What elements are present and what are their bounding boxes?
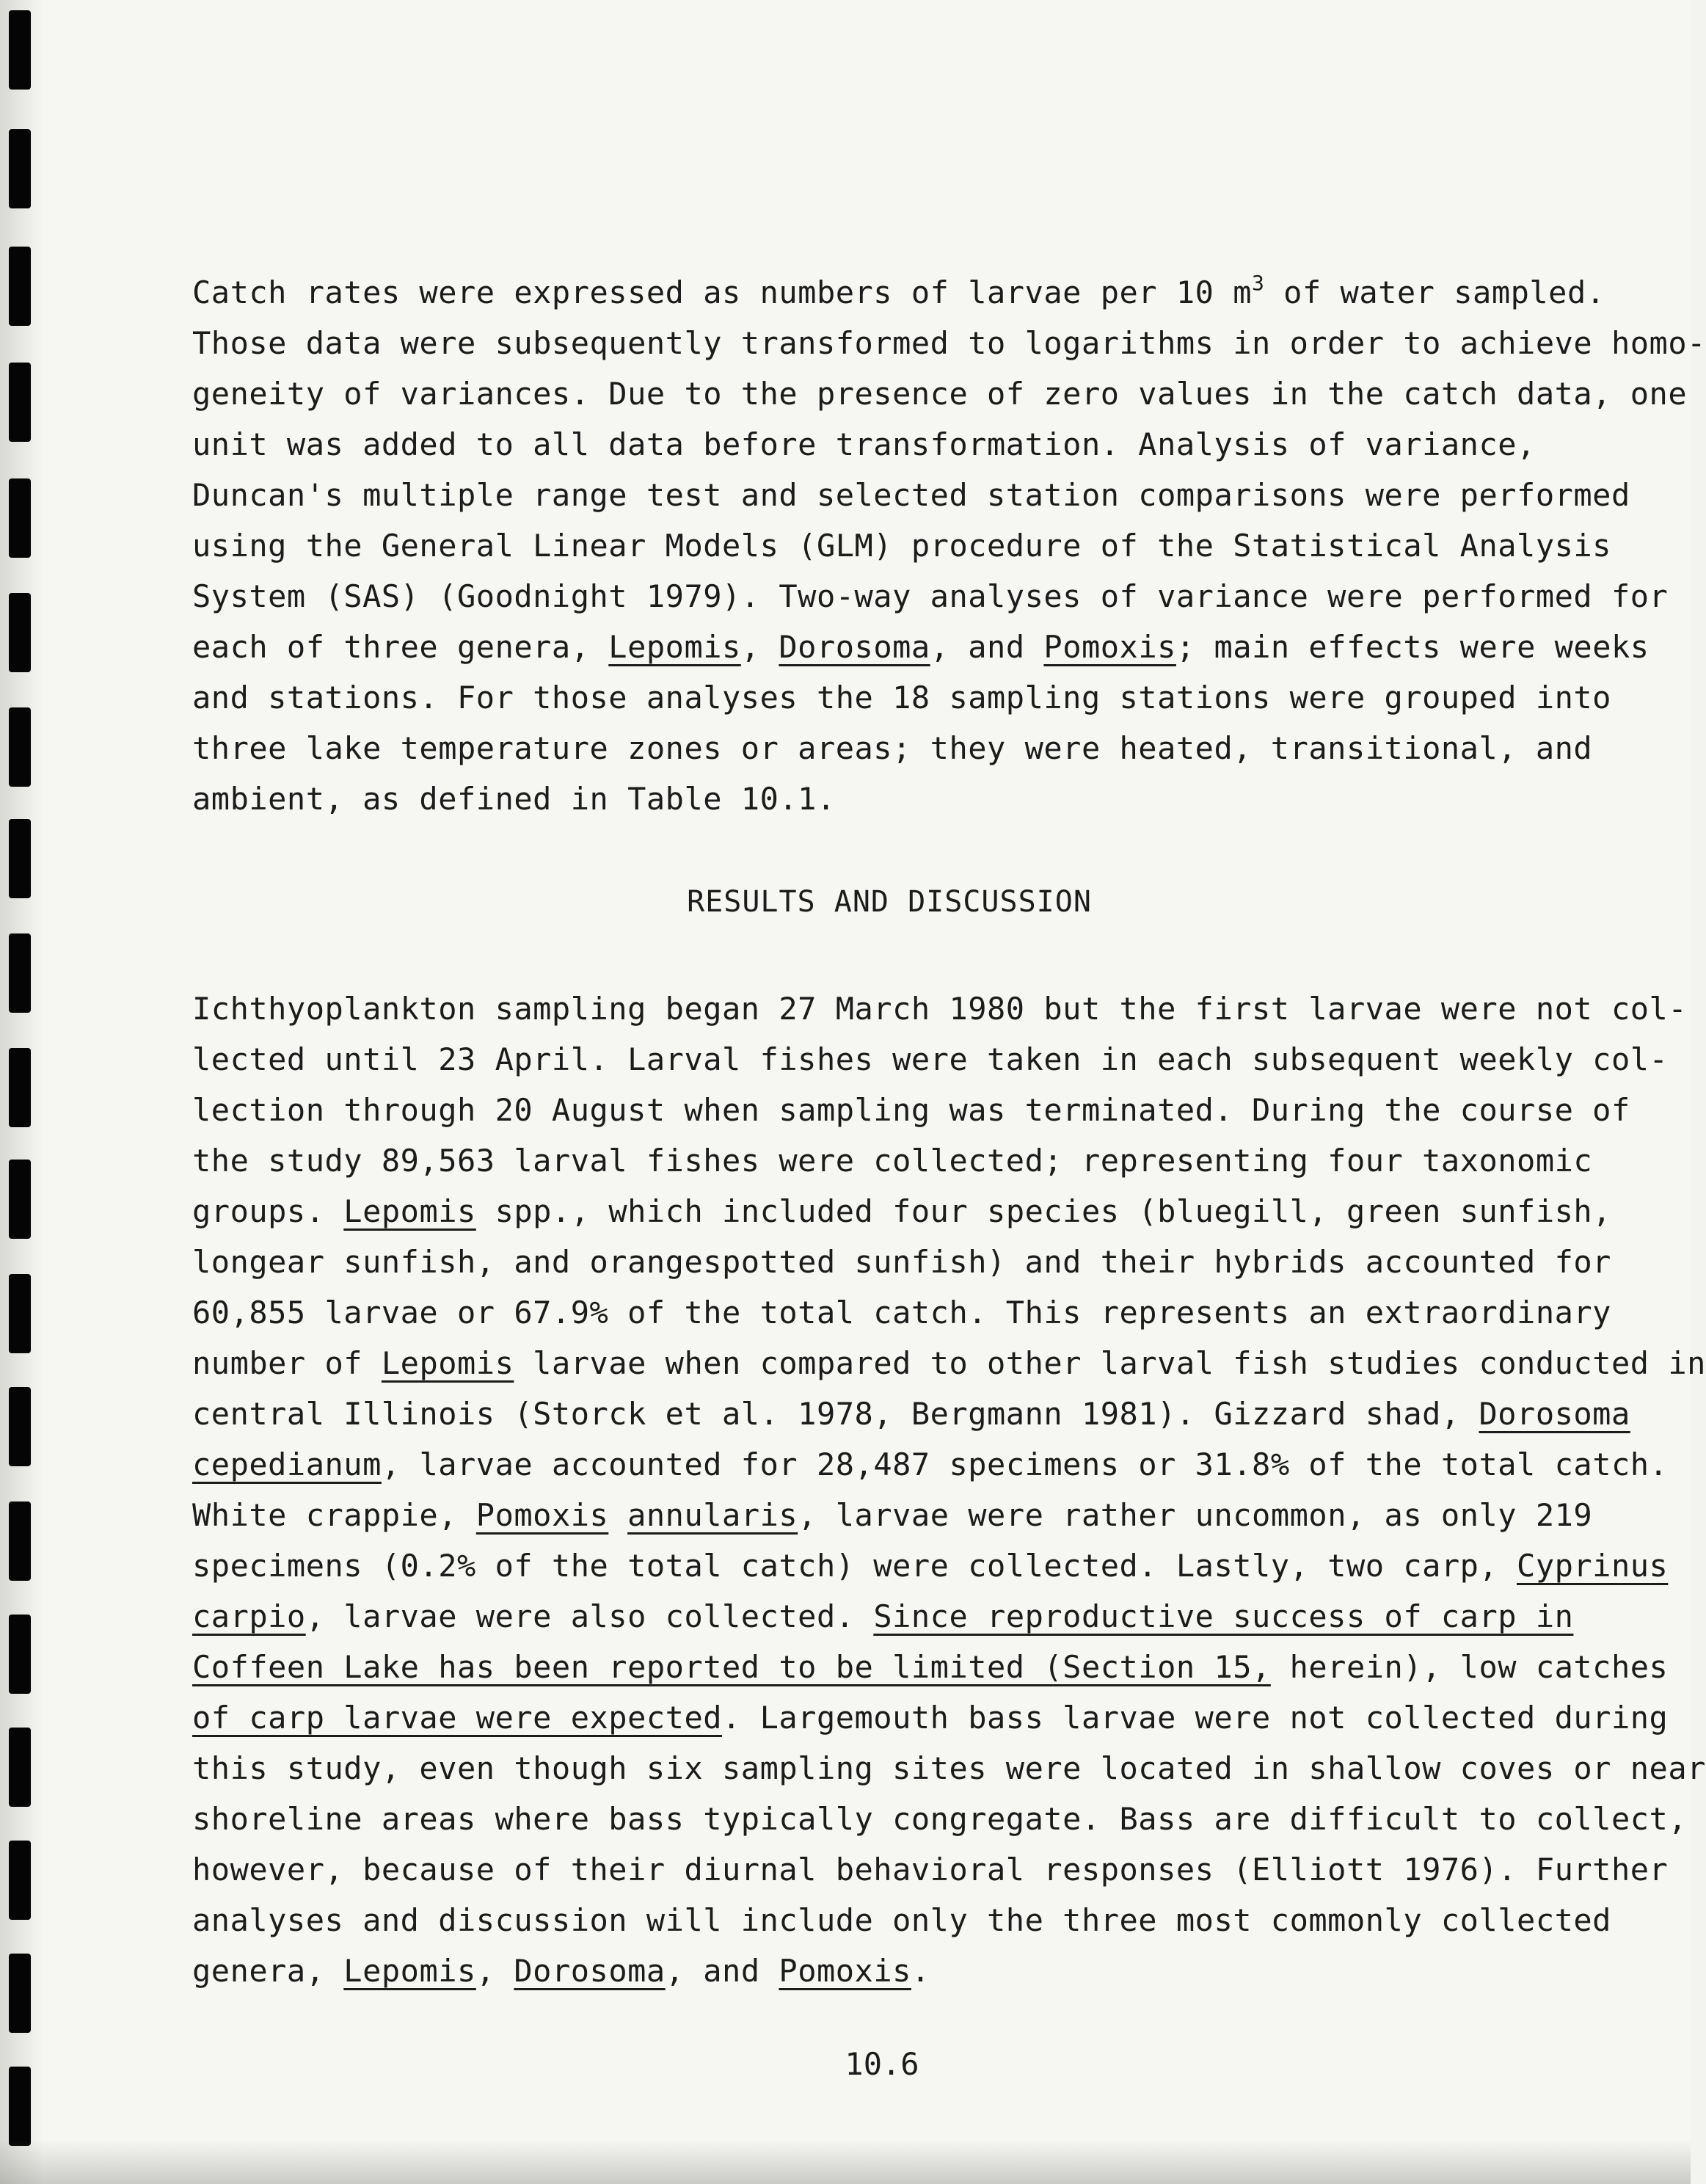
- binding-hole: [9, 1387, 31, 1466]
- results-paragraph: [192, 983, 1706, 1996]
- page-number: 10.6: [845, 2046, 919, 2082]
- binding-hole: [9, 1160, 31, 1239]
- text-run: larvae when compared to other larval fish studies conducted in: [514, 1345, 1706, 1381]
- text-run: this study, even though six sampling sites were located in shallow coves or near: [192, 1750, 1706, 1786]
- binding-hole: [9, 1502, 31, 1581]
- binding-hole: [9, 707, 31, 787]
- binding-hole: [9, 593, 31, 672]
- text-line: [192, 1844, 1669, 1895]
- text-line: [192, 1287, 1611, 1338]
- text-run: Those data were subsequently transformed to logarithms in order to achieve homo-: [192, 325, 1706, 361]
- text-run: shoreline areas where bass typically congregate. Bass are difficult to collect,: [192, 1801, 1688, 1837]
- text-run: , larvae accounted for 28,487 specimens or 31.8% of the total catch.: [381, 1446, 1669, 1482]
- text-run: ,: [740, 629, 779, 665]
- text-run: analyses and discussion will include only the three most commonly collected: [192, 1902, 1611, 1938]
- text-run: .: [911, 1953, 930, 1989]
- binding-hole: [9, 1615, 31, 1694]
- underlined-term: of carp larvae were expected: [192, 1700, 723, 1736]
- binding-hole: [9, 933, 31, 1013]
- text-run: lection through 20 August when sampling was terminated. During the course of: [192, 1092, 1630, 1128]
- text-run: number of: [192, 1345, 382, 1381]
- text-run: longear sunfish, and orangespotted sunfish) and their hybrids accounted for: [192, 1244, 1611, 1280]
- text-line: [192, 419, 1550, 470]
- text-run: groups.: [192, 1193, 344, 1229]
- underlined-term: Lepomis: [343, 1953, 476, 1989]
- text-run: each of three genera,: [192, 629, 609, 665]
- text-run: Ichthyoplankton sampling began 27 March 1980 but the first larvae were not col-: [192, 991, 1688, 1027]
- text-line: [192, 1388, 1630, 1439]
- text-run: , and: [665, 1953, 779, 1989]
- text-run: genera,: [192, 1953, 344, 1989]
- text-line: [192, 1794, 1688, 1844]
- text-run: and stations. For those analyses the 18 sampling stations were grouped into: [192, 680, 1611, 716]
- text-run: herein), low catches: [1270, 1649, 1669, 1685]
- text-run: the study 89,563 larval fishes were collected; representing four taxonomic: [192, 1143, 1593, 1179]
- text-run: . Largemouth bass larvae were not collected during: [722, 1700, 1669, 1736]
- text-run: , larvae were also collected.: [305, 1598, 874, 1634]
- underlined-term: Since reproductive success of carp in: [873, 1598, 1574, 1634]
- text-line: [192, 267, 1605, 318]
- text-run: using the General Linear Models (GLM) procedure of the Statistical Analysis: [192, 528, 1611, 564]
- underlined-term: Cyprinus: [1517, 1548, 1669, 1584]
- text-run: 60,855 larvae or 67.9% of the total catch. This represents an extraordinary: [192, 1295, 1611, 1331]
- binding-hole: [9, 1841, 31, 1920]
- text-run: , and: [930, 629, 1044, 665]
- binding-strip: [0, 0, 44, 2184]
- text-run: specimens (0.2% of the total catch) were collected. Lastly, two carp,: [192, 1548, 1517, 1584]
- binding-hole: [9, 129, 31, 208]
- text-line: [192, 1085, 1630, 1135]
- underlined-term: Pomoxis: [475, 1497, 609, 1533]
- text-run: System (SAS) (Goodnight 1979). Two-way analyses of variance were performed for: [192, 578, 1669, 614]
- binding-hole: [9, 1048, 31, 1127]
- text-line: [192, 1338, 1706, 1388]
- text-run: central Illinois (Storck et al. 1978, Bergmann 1981). Gizzard shad,: [192, 1396, 1479, 1432]
- text-run: Duncan's multiple range test and selected station comparisons were performed: [192, 477, 1630, 513]
- text-run: Catch rates were expressed as numbers of larvae per 10 m: [192, 274, 1253, 310]
- underlined-term: Lepomis: [381, 1345, 514, 1381]
- underlined-term: annularis: [627, 1497, 798, 1533]
- text-line: [192, 318, 1706, 368]
- text-line: [192, 1490, 1593, 1540]
- binding-hole: [9, 1274, 31, 1353]
- text-line: [192, 368, 1688, 419]
- underlined-term: Pomoxis: [779, 1953, 911, 1989]
- binding-hole: [9, 247, 31, 326]
- text-run: ambient, as defined in Table 10.1.: [192, 781, 836, 817]
- text-run: however, because of their diurnal behavioral responses (Elliott 1976). Further: [192, 1852, 1669, 1888]
- text-line: [192, 723, 1593, 774]
- text-line: [192, 1186, 1611, 1237]
- text-line: [192, 1945, 1550, 1996]
- text-run: of water sampled.: [1264, 274, 1605, 310]
- binding-hole: [9, 1728, 31, 1807]
- text-run: lected until 23 April. Larval fishes were taken in each subsequent weekly col-: [192, 1041, 1669, 1077]
- text-line: [192, 1439, 1669, 1490]
- underlined-term: cepedianum: [192, 1446, 382, 1482]
- text-line: [192, 1895, 1611, 1945]
- text-line: [192, 983, 1688, 1034]
- underlined-term: carpio: [192, 1598, 306, 1634]
- text-run: ; main effects were weeks: [1175, 629, 1650, 665]
- underlined-term: Dorosoma: [514, 1953, 666, 1989]
- methods-paragraph: [192, 267, 1706, 824]
- text-line: [192, 622, 1650, 672]
- underlined-term: Pomoxis: [1043, 629, 1176, 665]
- underlined-term: Coffeen Lake has been reported to be limited (Section 15,: [192, 1649, 1271, 1685]
- text-run: White crappie,: [192, 1497, 476, 1533]
- text-line: [192, 774, 1550, 824]
- superscript: 3: [1252, 271, 1265, 295]
- underlined-term: Dorosoma: [1479, 1396, 1630, 1432]
- text-line: [192, 1642, 1669, 1692]
- text-run: ,: [475, 1953, 514, 1989]
- text-run: geneity of variances. Due to the presence of zero values in the catch data, one: [192, 376, 1688, 412]
- text-line: [192, 1692, 1669, 1743]
- scan-edge-shadow: [0, 2140, 1691, 2184]
- text-line: [192, 1034, 1669, 1085]
- text-line: [192, 571, 1669, 622]
- text-line: [192, 1591, 1574, 1642]
- section-heading: RESULTS AND DISCUSSION: [687, 885, 1092, 919]
- binding-hole: [9, 478, 31, 558]
- text-run: unit was added to all data before transformation. Analysis of variance,: [192, 426, 1536, 462]
- text-line: [192, 520, 1611, 571]
- text-run: three lake temperature zones or areas; they were heated, transitional, and: [192, 730, 1593, 766]
- text-run: [608, 1497, 627, 1533]
- underlined-term: Lepomis: [608, 629, 741, 665]
- binding-hole: [9, 1954, 31, 2033]
- text-line: [192, 672, 1611, 723]
- text-line: [192, 1135, 1593, 1186]
- text-run: , larvae were rather uncommon, as only 219: [798, 1497, 1593, 1533]
- text-line: [192, 470, 1630, 520]
- binding-hole: [9, 10, 31, 90]
- binding-hole: [9, 363, 31, 442]
- text-line: [192, 1743, 1706, 1794]
- underlined-term: Dorosoma: [779, 629, 930, 665]
- text-line: [192, 1540, 1669, 1591]
- text-run: spp., which included four species (bluegill, green sunfish,: [475, 1193, 1611, 1229]
- text-line: [192, 1237, 1611, 1287]
- underlined-term: Lepomis: [343, 1193, 476, 1229]
